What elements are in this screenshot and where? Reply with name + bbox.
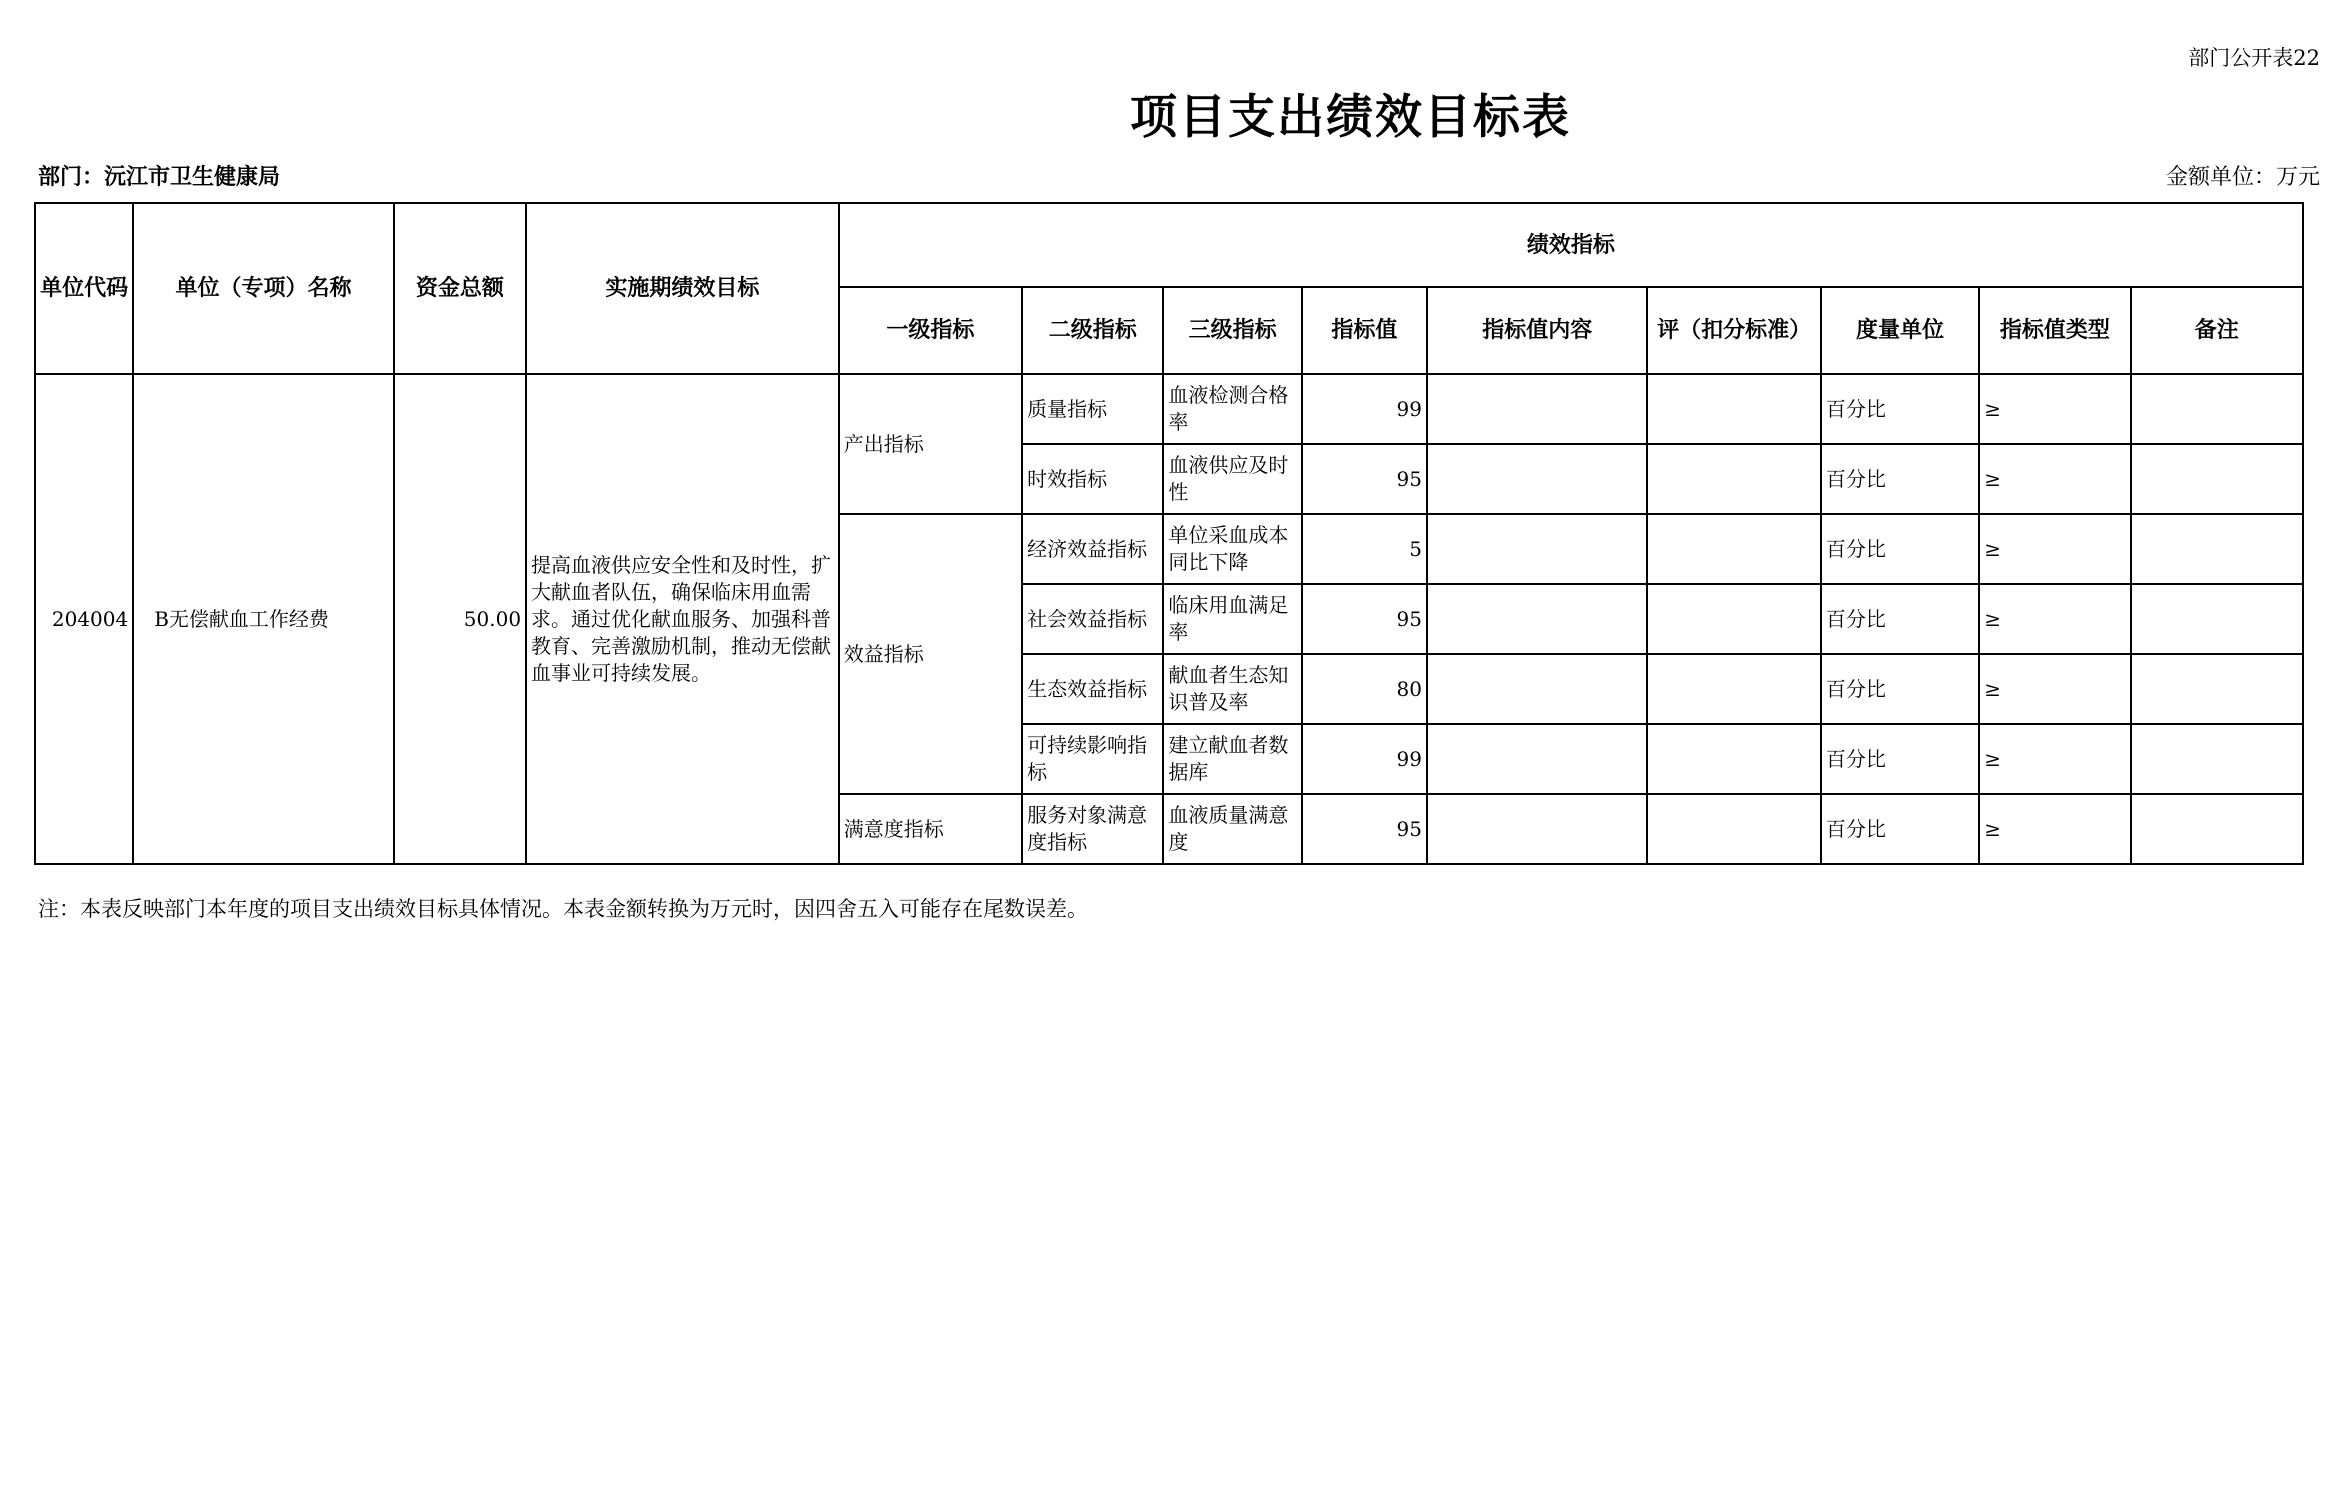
scoring-cell (1647, 794, 1820, 864)
level2-cell: 生态效益指标 (1022, 654, 1163, 724)
scoring-cell (1647, 374, 1820, 444)
value-cell: 95 (1302, 444, 1427, 514)
value-content-cell (1427, 514, 1647, 584)
level2-cell: 服务对象满意度指标 (1022, 794, 1163, 864)
level3-cell: 献血者生态知识普及率 (1163, 654, 1301, 724)
value-content-cell (1427, 374, 1647, 444)
level2-cell: 可持续影响指标 (1022, 724, 1163, 794)
scoring-cell (1647, 654, 1820, 724)
page-title: 项目支出绩效目标表 (1130, 90, 1571, 145)
level3-cell: 建立献血者数据库 (1163, 724, 1301, 794)
scoring-cell (1647, 444, 1820, 514)
remark-cell (2131, 794, 2303, 864)
level3-cell: 血液检测合格率 (1163, 374, 1301, 444)
level3-cell: 血液质量满意度 (1163, 794, 1301, 864)
level3-cell: 血液供应及时性 (1163, 444, 1301, 514)
value-type-cell: ≥ (1979, 794, 2130, 864)
header-measure-unit: 度量单位 (1821, 287, 1979, 374)
scoring-cell (1647, 584, 1820, 654)
header-performance-indicators: 绩效指标 (839, 203, 2303, 287)
level1-cell: 满意度指标 (839, 794, 1022, 864)
value-cell: 95 (1302, 584, 1427, 654)
unit-code-cell: 204004 (35, 374, 133, 864)
measure-unit-cell: 百分比 (1821, 444, 1979, 514)
header-level1: 一级指标 (839, 287, 1022, 374)
scoring-cell (1647, 514, 1820, 584)
value-cell: 99 (1302, 374, 1427, 444)
level3-cell: 单位采血成本同比下降 (1163, 514, 1301, 584)
goal-cell: 提高血液供应安全性和及时性，扩大献血者队伍，确保临床用血需求。通过优化献血服务、加强科普教育、完善激励机制，推动无偿献血事业可持续发展。 (526, 374, 839, 864)
value-cell: 80 (1302, 654, 1427, 724)
measure-unit-cell: 百分比 (1821, 584, 1979, 654)
measure-unit-cell: 百分比 (1821, 724, 1979, 794)
header-value-content: 指标值内容 (1427, 287, 1647, 374)
value-type-cell: ≥ (1979, 514, 2130, 584)
remark-cell (2131, 444, 2303, 514)
header-value: 指标值 (1302, 287, 1427, 374)
value-type-cell: ≥ (1979, 444, 2130, 514)
header-scoring: 评（扣分标准） (1647, 287, 1820, 374)
measure-unit-cell: 百分比 (1821, 654, 1979, 724)
value-content-cell (1427, 584, 1647, 654)
level1-cell: 效益指标 (839, 514, 1022, 794)
level2-cell: 质量指标 (1022, 374, 1163, 444)
value-content-cell (1427, 444, 1647, 514)
total-funds-cell: 50.00 (394, 374, 526, 864)
value-content-cell (1427, 724, 1647, 794)
header-value-type: 指标值类型 (1979, 287, 2130, 374)
value-type-cell: ≥ (1979, 374, 2130, 444)
header-total-funds: 资金总额 (394, 203, 526, 374)
value-cell: 5 (1302, 514, 1427, 584)
value-cell: 99 (1302, 724, 1427, 794)
level1-cell: 产出指标 (839, 374, 1022, 514)
header-goal: 实施期绩效目标 (526, 203, 839, 374)
header-remark: 备注 (2131, 287, 2303, 374)
measure-unit-cell: 百分比 (1821, 374, 1979, 444)
value-type-cell: ≥ (1979, 724, 2130, 794)
department-label: 部门：沅江市卫生健康局 (38, 164, 281, 190)
unit-name-cell: B无偿献血工作经费 (133, 374, 394, 864)
table-row (35, 374, 2303, 444)
remark-cell (2131, 514, 2303, 584)
amount-unit-label: 金额单位：万元 (2165, 165, 2320, 190)
remark-cell (2131, 654, 2303, 724)
table-number-label: 部门公开表22 (2188, 46, 2320, 70)
performance-target-table (34, 202, 2304, 865)
footnote: 注：本表反映部门本年度的项目支出绩效目标具体情况。本表金额转换为万元时，因四舍五入可能存在尾数误差。 (38, 897, 1088, 921)
remark-cell (2131, 374, 2303, 444)
remark-cell (2131, 724, 2303, 794)
value-content-cell (1427, 794, 1647, 864)
level2-cell: 社会效益指标 (1022, 584, 1163, 654)
value-type-cell: ≥ (1979, 654, 2130, 724)
header-unit-name: 单位（专项）名称 (133, 203, 394, 374)
header-level3: 三级指标 (1163, 287, 1301, 374)
scoring-cell (1647, 724, 1820, 794)
level2-cell: 时效指标 (1022, 444, 1163, 514)
header-unit-code: 单位代码 (35, 203, 133, 374)
value-cell: 95 (1302, 794, 1427, 864)
measure-unit-cell: 百分比 (1821, 514, 1979, 584)
value-type-cell: ≥ (1979, 584, 2130, 654)
level2-cell: 经济效益指标 (1022, 514, 1163, 584)
value-content-cell (1427, 654, 1647, 724)
measure-unit-cell: 百分比 (1821, 794, 1979, 864)
header-level2: 二级指标 (1022, 287, 1163, 374)
remark-cell (2131, 584, 2303, 654)
level3-cell: 临床用血满足率 (1163, 584, 1301, 654)
